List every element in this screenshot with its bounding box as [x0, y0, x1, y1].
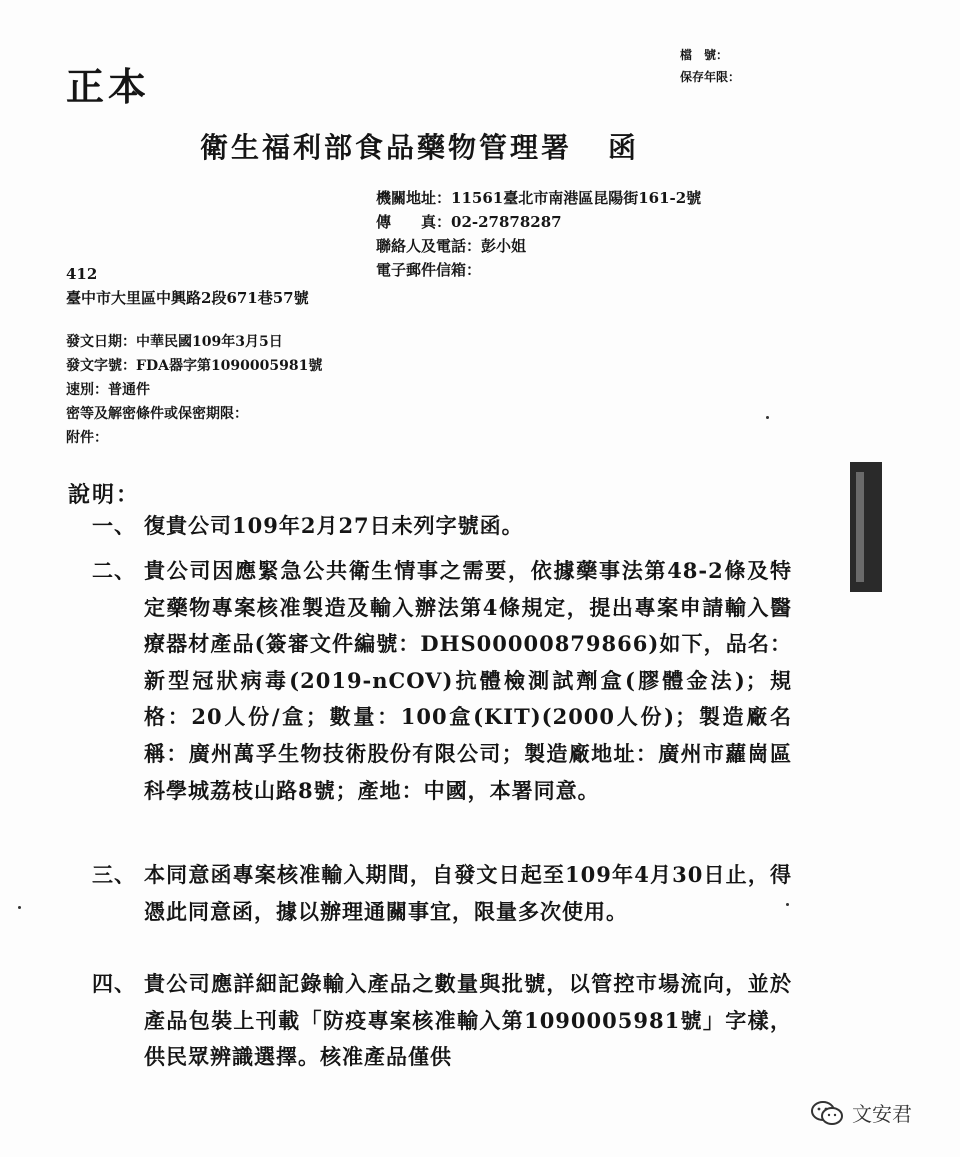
recipient-postcode: 412 [66, 265, 98, 283]
contact-label: 電子郵件信箱： [376, 261, 482, 279]
meta-row-date [66, 330, 322, 354]
agency-title [200, 126, 639, 166]
meta-row-speed [66, 378, 322, 402]
watermark-text: 文安君 [852, 1102, 912, 1126]
contact-value: 11561臺北市南港區昆陽街161-2號 [451, 189, 702, 207]
agency-name: 衛生福利部食品藥物管理署 [200, 131, 573, 164]
recipient-address: 臺中市大里區中興路2段671巷57號 [66, 289, 309, 307]
meta-label: 附件： [66, 430, 108, 446]
meta-row-attachment [66, 426, 322, 450]
contact-block [376, 186, 701, 282]
contact-value: 02-27878287 [451, 213, 562, 231]
item-number: 三、 [92, 862, 136, 887]
document-meta [66, 330, 322, 450]
watermark [810, 1098, 912, 1127]
document-type: 函 [608, 131, 640, 164]
meta-value: 普通件 [108, 382, 150, 398]
contact-label: 聯絡人及電話： [376, 237, 482, 255]
item-text: 貴公司因應緊急公共衛生情事之需要，依據藥事法第48-2條及特定藥物專案核准製造及輸入辦法第4條規定，提出專案申請輸入醫療器材產品(簽審文件編號：DHS00000879866)如下，品名：新型冠狀病毒(2019-nCOV)抗體檢測試劑盒(膠體金法)；規格：20人份/盒；數量：100盒(KIT)(2000人份)；製造廠名稱：廣州萬孚生物技術股份有限公司；製造廠地址：廣州市蘿崗區科學城荔枝山路8號；產地：中國，本署同意。 [144, 558, 792, 803]
contact-row-fax [376, 210, 701, 234]
meta-label: 發文日期： [66, 334, 136, 350]
explanation-heading: 說明： [68, 482, 141, 508]
explanation-item [92, 553, 792, 809]
item-number: 一、 [92, 513, 136, 538]
filing-info [680, 44, 740, 88]
original-copy-mark: 正本 [66, 64, 151, 109]
item-text: 本同意函專案核准輸入期間，自發文日起至109年4月30日止，得憑此同意函，據以辦理通關事宜，限量多次使用。 [144, 862, 792, 924]
meta-label: 密等及解密條件或保密期限： [66, 406, 248, 422]
item-number: 四、 [92, 971, 136, 996]
contact-label: 傳 真： [376, 213, 452, 231]
meta-label: 速別： [66, 382, 108, 398]
recipient-block [66, 262, 309, 310]
item-text: 復貴公司109年2月27日未列字號函。 [144, 513, 524, 538]
contact-label: 機關地址： [376, 189, 452, 207]
meta-value: 中華民國109年3月5日 [136, 334, 283, 350]
binding-line-mark [850, 462, 882, 592]
item-number: 二、 [92, 558, 136, 583]
contact-value: 彭小姐 [481, 237, 527, 255]
contact-row-address [376, 186, 701, 210]
explanation-item [92, 508, 792, 545]
explanation-item [92, 966, 792, 1076]
item-text: 貴公司應詳細記錄輸入產品之數量與批號，以管控市場流向，並於產品包裝上刊載「防疫專案核准輸入第1090005981號」字樣，供民眾辨識選擇。核准產品僅供 [144, 971, 792, 1070]
meta-row-confidentiality [66, 402, 322, 426]
scan-speck [18, 906, 21, 909]
contact-row-email [376, 258, 701, 282]
wechat-icon [810, 1100, 844, 1126]
scan-speck [786, 903, 789, 906]
file-number-label: 檔 號： [680, 48, 729, 62]
retention-period-label: 保存年限： [680, 70, 741, 84]
explanation-item [92, 857, 792, 930]
scan-speck [766, 416, 769, 419]
meta-value: FDA器字第1090005981號 [136, 358, 323, 374]
meta-row-doc-number [66, 354, 322, 378]
contact-row-person [376, 234, 701, 258]
meta-label: 發文字號： [66, 358, 136, 374]
